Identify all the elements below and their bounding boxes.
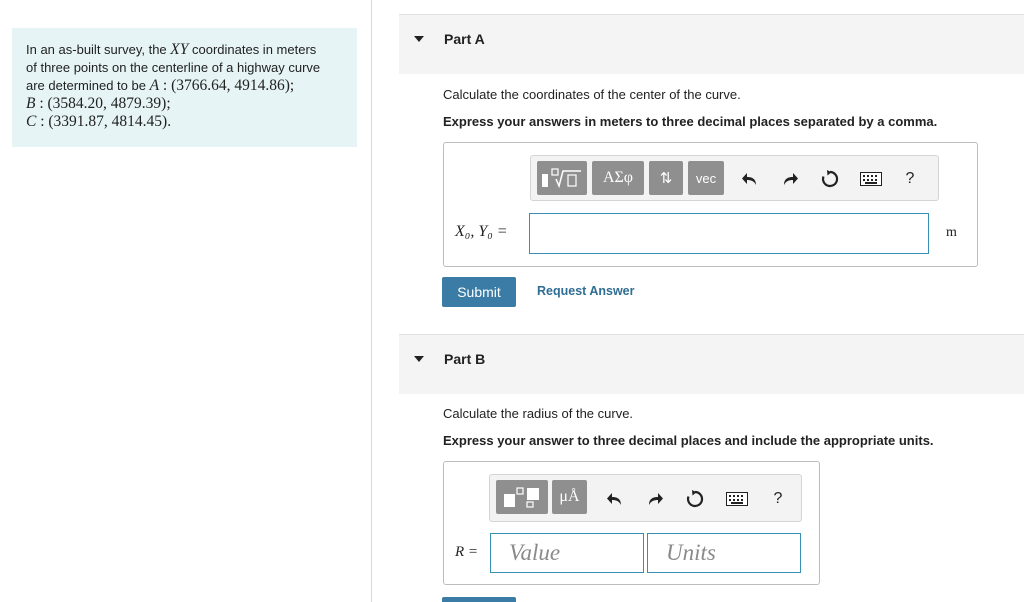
center-coordinates-input[interactable] (529, 213, 929, 254)
part-b-prompt: Calculate the radius of the curve. (443, 406, 634, 421)
problem-line-1: In an as-built survey, the XY coordinates in meters (26, 41, 317, 58)
radius-value-input[interactable]: Value (490, 533, 644, 573)
part-b-answer-box (443, 461, 820, 585)
templates-button[interactable] (496, 480, 548, 514)
part-b-instruction: Express your answer to three decimal places and include the appropriate units. (443, 433, 934, 448)
problem-line-2: of three points on the centerline of a highway curve (26, 60, 321, 75)
problem-line-3: are determined to be A : (3766.64, 4914.86); (26, 77, 295, 94)
point-a: A : (3766.64, 4914.86); (149, 77, 295, 94)
problem-statement (12, 28, 357, 147)
sort-arrows-button[interactable]: ⇅ (649, 161, 683, 195)
templates-icon (500, 484, 544, 510)
part-a-prompt: Calculate the coordinates of the center of the curve. (443, 87, 741, 102)
collapse-caret-icon[interactable] (414, 36, 424, 42)
part-a-answer-box (443, 142, 978, 267)
part-a-answer-label: X₀, Y₀ = (455, 223, 508, 240)
point-b: B : (3584.20, 4879.39); (26, 95, 171, 112)
request-answer-link[interactable]: Request Answer (537, 284, 635, 298)
help-button[interactable]: ? (905, 170, 915, 187)
part-a-header[interactable] (399, 14, 1024, 74)
xy-variable: XY (170, 41, 189, 58)
part-a-title: Part A (444, 31, 485, 47)
submit-button[interactable]: Submit (442, 277, 516, 307)
redo-icon[interactable] (778, 167, 802, 191)
part-b-answer-label: R = (455, 544, 479, 560)
keyboard-icon[interactable] (859, 167, 883, 191)
point-c: C : (3391.87, 4814.45). (26, 113, 172, 130)
radius-units-input[interactable]: Units (647, 533, 801, 573)
reset-icon[interactable] (683, 487, 707, 511)
undo-icon[interactable] (603, 487, 627, 511)
templates-icon (539, 165, 585, 191)
column-divider (371, 0, 372, 602)
collapse-caret-icon[interactable] (414, 356, 424, 362)
templates-button[interactable] (537, 161, 587, 195)
vec-button[interactable]: vec (688, 161, 724, 195)
part-b-title: Part B (444, 351, 486, 367)
redo-icon[interactable] (643, 487, 667, 511)
part-a-instruction: Express your answers in meters to three decimal places separated by a comma. (443, 114, 938, 129)
greek-symbols-button[interactable]: ΑΣφ (592, 161, 644, 195)
part-b-submit-button[interactable] (442, 597, 516, 602)
keyboard-icon[interactable] (725, 487, 749, 511)
part-a-math-toolbar (530, 155, 939, 201)
units-button[interactable]: μÅ (552, 480, 587, 514)
help-button[interactable]: ? (773, 490, 783, 507)
reset-icon[interactable] (818, 167, 842, 191)
undo-icon[interactable] (738, 167, 762, 191)
part-b-header[interactable] (399, 334, 1024, 394)
unit-label: m (946, 225, 957, 240)
part-b-math-toolbar (489, 474, 802, 522)
